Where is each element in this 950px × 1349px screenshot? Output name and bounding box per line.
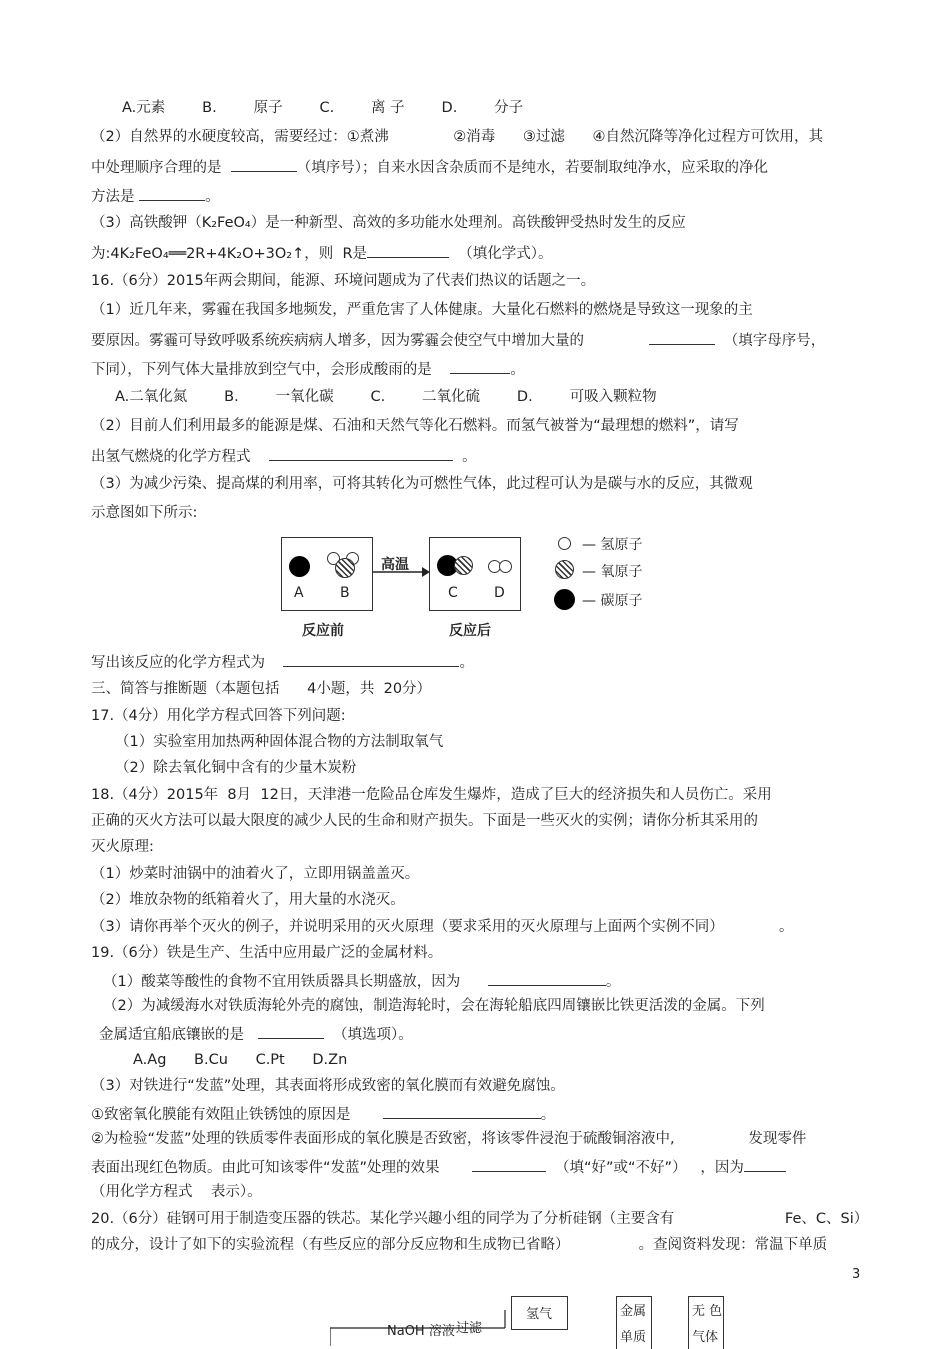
options-15-1: A.元素 B. 原子 C. 离 子 D. 分子 bbox=[122, 100, 524, 116]
right-arrow-icon bbox=[372, 566, 430, 578]
label-a: A bbox=[294, 585, 304, 601]
text-q15-2b: 中处理顺序合理的是 （填序号）；自来水因含杂质而不是纯水，若要制取纯净水，应采取的净化 bbox=[91, 157, 768, 177]
legend-carbon: — 碳原子 bbox=[582, 593, 643, 609]
text-q19-1: （1）酸菜等酸性的食物不宜用铁质器具长期盛放，因为 。 bbox=[103, 971, 620, 991]
question-17-title: 17.（4分）用化学方程式回答下列问题: bbox=[91, 708, 346, 724]
label-d: D bbox=[494, 585, 505, 601]
hydrogen-atom bbox=[499, 560, 512, 573]
metal-box-line1: 金属 bbox=[620, 1304, 647, 1319]
text-q16-3b: 示意图如下所示: bbox=[91, 505, 198, 521]
page-number: 3 bbox=[852, 1267, 861, 1282]
text-q19-2a: （2）为减缓海水对铁质海轮外壳的腐蚀，制造海轮时，会在海轮船底四周镶嵌比铁更活泼的金属。下列 bbox=[103, 998, 765, 1014]
text-q18-c: 灭火原理: bbox=[91, 839, 154, 855]
text-q19-3a: ①致密氧化膜能有效阻止铁锈蚀的原因是 。 bbox=[91, 1104, 555, 1124]
legend-oxygen-icon bbox=[555, 560, 574, 579]
text-q17-1: （1）实验室用加热两种固体混合物的方法制取氧气 bbox=[115, 734, 444, 750]
text-q18-3: （3）请你再举个灭火的例子，并说明采用的灭火原理（要求采用的灭火原理与上面两个实例不同） 。 bbox=[91, 919, 794, 935]
legend-carbon-icon bbox=[554, 589, 575, 610]
question-18-title: 18.（4分）2015年 8月 12日，天津港一危险品仓库发生爆炸，造成了巨大的经济损失和人员伤亡。采用 bbox=[91, 787, 772, 803]
text-q19-3c: 表面出现红色物质。由此可知该零件“发蓝”处理的效果 （填“好”或“不好”） ，因为 bbox=[91, 1157, 786, 1177]
options-16-1: A.二氧化氮 B. 一氧化碳 C. 二氧化硫 D. 可吸入颗粒物 bbox=[115, 389, 657, 405]
text-q16-3c: 写出该反应的化学方程式为 。 bbox=[91, 652, 474, 672]
carbon-atom-a bbox=[289, 556, 310, 577]
text-q17-2: （2）除去氧化铜中含有的少量木炭粉 bbox=[115, 760, 357, 776]
label-c: C bbox=[448, 585, 458, 601]
colorless-line1: 无 色 bbox=[692, 1304, 723, 1319]
step-label: 过滤 bbox=[456, 1321, 483, 1336]
answer-blank[interactable] bbox=[367, 243, 449, 258]
legend-hydrogen: — 氢原子 bbox=[582, 537, 643, 553]
answer-blank[interactable] bbox=[649, 330, 715, 345]
legend-oxygen: — 氧原子 bbox=[582, 564, 643, 580]
text-q16-1c: 下同），下列气体大量排放到空气中，会形成酸雨的是 。 bbox=[91, 359, 525, 379]
answer-blank[interactable] bbox=[472, 1157, 546, 1172]
answer-blank[interactable] bbox=[258, 1024, 324, 1039]
text-q18-2: （2）堆放杂物的纸箱着火了，用大量的水浇灭。 bbox=[91, 892, 405, 908]
answer-blank[interactable] bbox=[231, 157, 297, 172]
label-b: B bbox=[340, 585, 350, 601]
answer-blank[interactable] bbox=[283, 652, 459, 667]
text-q15-3a: （3）高铁酸钾（K₂FeO₄）是一种新型、高效的多功能水处理剂。高铁酸钾受热时发生的反应 bbox=[91, 215, 686, 231]
answer-blank[interactable] bbox=[450, 359, 510, 374]
answer-blank[interactable] bbox=[269, 446, 453, 461]
section-3-title: 三、简答与推断题（本题包括 4小题，共 20分） bbox=[91, 681, 432, 697]
text-q15-2c: 方法是 。 bbox=[91, 186, 220, 206]
question-20-title: 20.（6分）硅钢可用于制造变压器的铁芯。某化学兴趣小组的同学为了分析硅钢（主要含有 Fe、C、Si） bbox=[91, 1211, 869, 1227]
text-q19-3b: ②为检验“发蓝”处理的铁质零件表面形成的氧化膜是否致密，将该零件浸泡于硫酸铜溶液中, 发现零件 bbox=[91, 1131, 807, 1147]
question-19-title: 19.（6分）铁是生产、生活中应用最广泛的金属材料。 bbox=[91, 945, 443, 961]
answer-blank[interactable] bbox=[488, 971, 606, 986]
text-q20-b: 的成分，设计了如下的实验流程（有些反应的部分反应物和生成物已省略） 。查阅资料发现：常温下单质 bbox=[91, 1237, 828, 1253]
text-q18-1: （1）炒菜时油锅中的油着火了，立即用锅盖盖灭。 bbox=[91, 866, 420, 882]
gas-box-label: 氢气 bbox=[526, 1307, 553, 1322]
oxygen-atom bbox=[335, 558, 355, 578]
question-16-title: 16.（6分）2015年两会期间，能源、环境问题成为了代表们热议的话题之一。 bbox=[91, 273, 596, 289]
text-q16-1a: （1）近几年来，雾霾在我国多地频发，严重危害了人体健康。大量化石燃料的燃烧是导致这一现象的主 bbox=[91, 302, 753, 318]
options-19-2: A.Ag B.Cu C.Pt D.Zn bbox=[133, 1052, 348, 1068]
text-q18-b: 正确的灭火方法可以最大限度的减少人民的生命和财产损失。下面是一些灭火的实例；请你分析其采用的 bbox=[91, 813, 758, 829]
colorless-line2: 气体 bbox=[692, 1330, 719, 1345]
oxygen-atom bbox=[454, 556, 473, 575]
legend-hydrogen-icon bbox=[558, 537, 571, 550]
metal-box-line2: 单质 bbox=[620, 1330, 647, 1345]
text-q16-3a: （3）为减少污染、提高煤的利用率，可将其转化为可燃性气体，此过程可认为是碳与水的反应，其微观 bbox=[91, 476, 753, 492]
text-q19-2b: 金属适宜船底镶嵌的是 （填选项）。 bbox=[99, 1024, 413, 1044]
answer-blank[interactable] bbox=[139, 186, 205, 201]
caption-after: 反应后 bbox=[449, 623, 491, 639]
arrow-label: 高温 bbox=[381, 557, 409, 573]
text-q19-3: （3）对铁进行“发蓝”处理，其表面将形成致密的氧化膜而有效避免腐蚀。 bbox=[91, 1078, 565, 1094]
text-q19-3d: （用化学方程式 表示）。 bbox=[91, 1184, 262, 1200]
caption-before: 反应前 bbox=[302, 623, 344, 639]
text-q16-2a: （2）目前人们利用最多的能源是煤、石油和天然气等化石燃料。而氢气被誉为“最理想的燃料”，请写 bbox=[91, 418, 739, 434]
text-q15-2a: （2）自然界的水硬度较高，需要经过：①煮沸 ②消毒 ③过滤 ④自然沉降等净化过程方可饮用，其 bbox=[91, 129, 824, 145]
text-q16-1b: 要原因。雾霾可导致呼吸系统疾病病人增多，因为雾霾会使空气中增加大量的 （填字母序号， bbox=[91, 330, 825, 350]
answer-blank[interactable] bbox=[383, 1104, 541, 1119]
text-q15-3b: 为:4K₂FeO₄══2R+4K₂O+3O₂↑，则 R是 （填化学式）。 bbox=[91, 243, 553, 263]
text-q16-2b: 出氢气燃烧的化学方程式 。 bbox=[91, 446, 477, 466]
answer-blank[interactable] bbox=[744, 1157, 786, 1172]
reagent-label: NaOH 溶液 bbox=[387, 1324, 455, 1339]
